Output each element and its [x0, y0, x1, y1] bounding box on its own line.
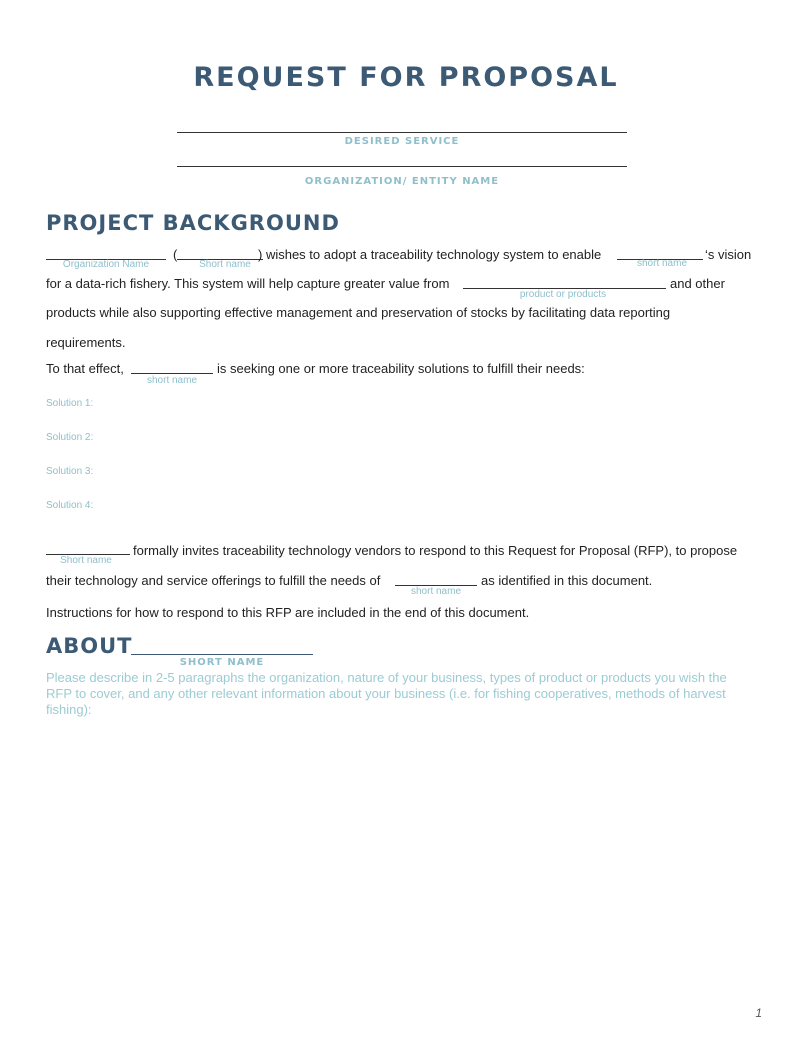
- product-label: product or products: [519, 289, 607, 300]
- line3-text: products while also supporting effective management and preservation of stocks by facilitating data reporting: [46, 305, 671, 320]
- open-paren-text: (: [173, 247, 178, 262]
- solution-2-label[interactable]: Solution 2:: [46, 432, 94, 443]
- line5-text-b: is seeking one or more traceability solutions to fulfill their needs:: [217, 361, 585, 376]
- line1-text: ) wishes to adopt a traceability technology system to enable: [258, 247, 602, 262]
- short-name-label-3: short name: [146, 375, 198, 386]
- solution-1-label[interactable]: Solution 1:: [46, 398, 94, 409]
- organization-name-caption: ORGANIZATION/ ENTITY NAME: [304, 176, 500, 187]
- about-short-name-caption: SHORT NAME: [179, 657, 265, 668]
- organization-name-label: Organization Name: [62, 259, 150, 270]
- solution-4-label[interactable]: Solution 4:: [46, 500, 94, 511]
- short-name-label-5: short name: [410, 586, 462, 597]
- vision-text: ‘s vision: [705, 247, 752, 262]
- about-heading: ABOUT: [46, 634, 133, 658]
- about-short-name-blank[interactable]: [131, 654, 313, 655]
- solution-3-label[interactable]: Solution 3:: [46, 466, 94, 477]
- line7-text-b: as identified in this document.: [481, 573, 653, 588]
- page-number: 1: [755, 1006, 762, 1020]
- project-background-heading: PROJECT BACKGROUND: [46, 211, 340, 235]
- line2-text: for a data-rich fishery. This system will help capture greater value from: [46, 276, 450, 291]
- desired-service-caption: DESIRED SERVICE: [344, 136, 460, 147]
- line5-text-a: To that effect,: [46, 361, 124, 376]
- about-description: Please describe in 2-5 paragraphs the organization, nature of your business, types of product or products you wish the RFP to cover, and any other relevant information about your business (i.e. for fishing cooperatives, methods of harvest fishing):: [46, 670, 727, 717]
- desired-service-field[interactable]: [177, 132, 627, 133]
- short-name-label-2: short name: [636, 258, 688, 269]
- line7-text-a: their technology and service offerings to fulfill the needs of: [46, 573, 381, 588]
- short-name-blank-3[interactable]: [131, 373, 213, 374]
- short-name-label-1: Short name: [199, 259, 251, 270]
- line8-text: Instructions for how to respond to this RFP are included in the end of this document.: [46, 605, 530, 620]
- short-name-label-4: Short name: [60, 555, 112, 566]
- line6-text: formally invites traceability technology vendors to respond to this Request for Proposal (RFP), to propose: [133, 543, 738, 558]
- and-other-text: and other: [670, 276, 725, 291]
- line4-text: requirements.: [46, 335, 126, 350]
- document-title: REQUEST FOR PROPOSAL: [193, 62, 619, 93]
- organization-name-field[interactable]: [177, 166, 627, 167]
